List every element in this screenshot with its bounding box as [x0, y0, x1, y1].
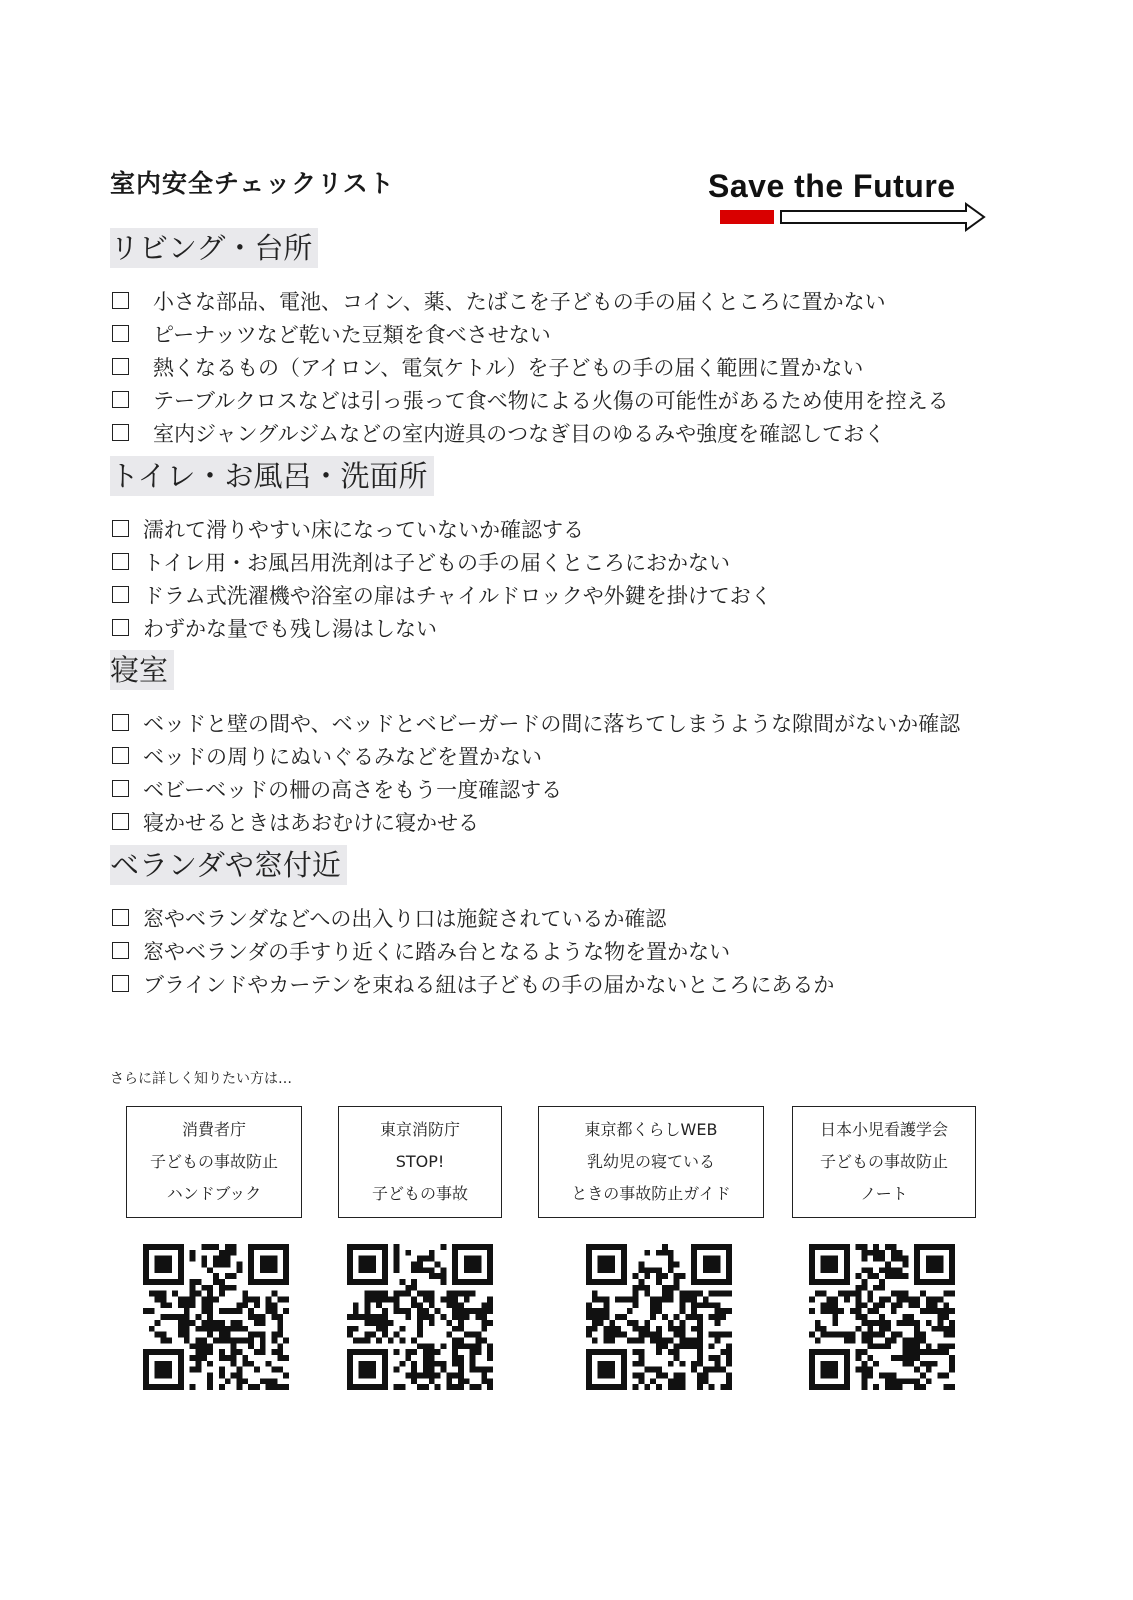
checklist-item	[110, 317, 949, 350]
section-bath-toilet	[110, 456, 772, 644]
resource-line: 子どもの事故防止	[819, 1152, 948, 1171]
checklist-item-text: ベッドと壁の間や、ベッドとベビーガードの間に落ちてしまうような隙間がないか確認	[143, 711, 961, 736]
checklist-item-text: ピーナッツなど乾いた豆類を食べさせない	[153, 322, 551, 347]
checklist-item-text: ベッドの周りにぬいぐるみなどを置かない	[143, 744, 542, 769]
section-balcony-window	[110, 845, 834, 1000]
checklist-item	[110, 772, 960, 805]
checklist-item-text: テーブルクロスなどは引っ張って食べ物による火傷の可能性があるため使用を控える	[153, 388, 949, 413]
checklist-item	[110, 967, 834, 1000]
checklist-item-text: 窓やベランダなどへの出入り口は施錠されているか確認	[143, 906, 667, 931]
resource-line: ハンドブック	[166, 1184, 262, 1203]
section-title: トイレ・お風呂・洗面所	[110, 456, 434, 496]
resource-line: STOP!	[395, 1152, 445, 1171]
resource-line: 子どもの事故防止	[149, 1152, 278, 1171]
checklist-item-text: 窓やベランダの手すり近くに踏み台となるような物を置かない	[143, 939, 731, 964]
section-bedroom	[110, 650, 960, 838]
checklist-item-text: わずかな量でも残し湯はしない	[143, 616, 437, 641]
resource-line: 消費者庁	[181, 1120, 246, 1139]
checkbox[interactable]	[112, 358, 129, 375]
more-info-label: さらに詳しく知りたい方は…	[110, 1071, 292, 1087]
checkbox[interactable]	[112, 780, 129, 797]
checkbox[interactable]	[112, 292, 129, 309]
checklist-item-text: トイレ用・お風呂用洗剤は子どもの手の届くところにおかない	[143, 550, 730, 575]
checklist-item	[110, 284, 949, 317]
checkbox[interactable]	[112, 747, 129, 764]
resource-line: ノート	[860, 1184, 908, 1203]
checklist-item	[110, 350, 949, 383]
checklist-item-text: 寝かせるときはあおむけに寝かせる	[143, 810, 479, 835]
qr-code-icon[interactable]	[347, 1244, 493, 1390]
checkbox[interactable]	[112, 909, 129, 926]
checklist-item	[110, 611, 772, 644]
checklist-item-text: 濡れて滑りやすい床になっていないか確認する	[143, 517, 584, 542]
checkbox[interactable]	[112, 942, 129, 959]
checklist-item	[110, 383, 949, 416]
checkbox[interactable]	[112, 520, 129, 537]
checkbox[interactable]	[112, 553, 129, 570]
resource-card-caa	[126, 1106, 302, 1218]
checklist-item-text: 熱くなるもの（アイロン、電気ケトル）を子どもの手の届く範囲に置かない	[153, 355, 864, 380]
checkbox[interactable]	[112, 813, 129, 830]
checklist-item	[110, 545, 772, 578]
checklist-item	[110, 805, 960, 838]
checklist-item	[110, 901, 834, 934]
section-title: ベランダや窓付近	[110, 845, 347, 885]
checklist-item	[110, 739, 960, 772]
resource-card-tokyo-kurashi	[538, 1106, 764, 1218]
checkbox[interactable]	[112, 325, 129, 342]
resource-line: 子どもの事故	[371, 1184, 468, 1203]
checklist-item	[110, 706, 960, 739]
logo-text: Save the Future	[708, 168, 956, 204]
resource-line: 東京消防庁	[379, 1120, 460, 1139]
section-title: 寝室	[110, 650, 174, 690]
logo-red-bar	[720, 210, 774, 224]
checklist-item-text: 小さな部品、電池、コイン、薬、たばこを子どもの手の届くところに置かない	[153, 289, 886, 314]
qr-code-icon[interactable]	[809, 1244, 955, 1390]
page-title: 室内安全チェックリスト	[110, 169, 395, 198]
checklist-item	[110, 934, 834, 967]
checkbox[interactable]	[112, 975, 129, 992]
resource-card-jspn	[792, 1106, 976, 1218]
resource-line: 東京都くらしWEB	[584, 1120, 718, 1139]
resource-line: 日本小児看護学会	[819, 1120, 948, 1139]
checklist-item-text: 室内ジャングルジムなどの室内遊具のつなぎ目のゆるみや強度を確認しておく	[153, 421, 886, 446]
resource-line: 乳幼児の寝ている	[586, 1152, 715, 1171]
checklist-item	[110, 512, 772, 545]
checklist-item	[110, 416, 949, 449]
checkbox[interactable]	[112, 424, 129, 441]
checkbox[interactable]	[112, 391, 129, 408]
resource-line: ときの事故防止ガイド	[571, 1184, 731, 1203]
section-living-kitchen	[110, 228, 949, 449]
checklist-item-text: ドラム式洗濯機や浴室の扉はチャイルドロックや外鍵を掛けておく	[143, 583, 772, 608]
checkbox[interactable]	[112, 619, 129, 636]
checkbox[interactable]	[112, 714, 129, 731]
resource-card-tfd	[338, 1106, 502, 1218]
checklist-item-text: ブラインドやカーテンを束ねる紐は子どもの手の届かないところにあるか	[143, 972, 835, 997]
qr-code-icon[interactable]	[143, 1244, 289, 1390]
checklist-item	[110, 578, 772, 611]
checkbox[interactable]	[112, 586, 129, 603]
checklist-item-text: ベビーベッドの柵の高さをもう一度確認する	[143, 777, 563, 802]
section-title: リビング・台所	[110, 228, 318, 268]
qr-code-icon[interactable]	[586, 1244, 732, 1390]
